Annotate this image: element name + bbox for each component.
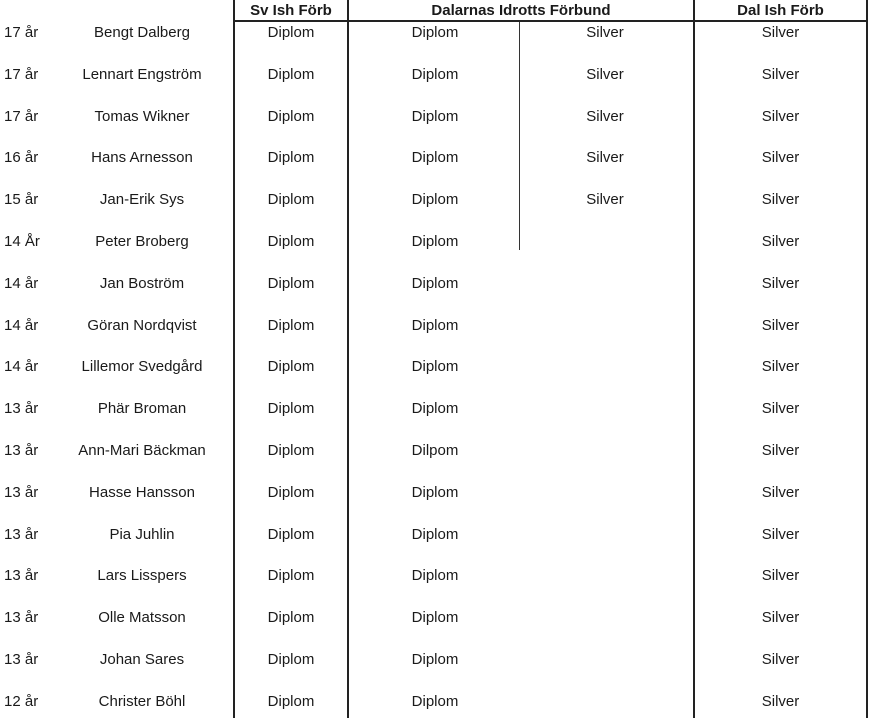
sv-ish-cell: Diplom (267, 24, 315, 41)
dif-diplom-cell: Diplom (411, 108, 459, 125)
age-cell: 16 år (4, 149, 39, 166)
table-row (0, 609, 876, 633)
sv-ish-cell: Diplom (267, 609, 315, 626)
name-cell: Christer Böhl (98, 693, 186, 710)
dal-ish-cell: Silver (761, 108, 800, 125)
table-row (0, 149, 876, 173)
column-divider (519, 20, 520, 250)
sv-ish-cell: Diplom (267, 442, 315, 459)
age-cell: 15 år (4, 191, 39, 208)
dif-diplom-cell: Diplom (411, 317, 459, 334)
name-cell: Jan-Erik Sys (99, 191, 185, 208)
dif-diplom-cell: Diplom (411, 651, 459, 668)
age-cell: 13 år (4, 526, 39, 543)
dal-ish-cell: Silver (761, 442, 800, 459)
dal-ish-cell: Silver (761, 24, 800, 41)
table-row (0, 317, 876, 341)
name-cell: Phär Broman (97, 400, 187, 417)
header-dalarnas-idrotts-forbund: Dalarnas Idrotts Förbund (431, 2, 611, 19)
name-cell: Jan Boström (99, 275, 185, 292)
name-cell: Bengt Dalberg (94, 24, 190, 41)
age-cell: 13 år (4, 400, 39, 417)
name-cell: Hasse Hansson (89, 484, 195, 501)
sv-ish-cell: Diplom (267, 567, 315, 584)
dif-silver-cell: Silver (586, 149, 624, 166)
table-row (0, 400, 876, 424)
table-row (0, 233, 876, 257)
dif-silver-cell: Silver (586, 66, 624, 83)
sv-ish-cell: Diplom (267, 693, 315, 710)
age-cell: 14 år (4, 358, 39, 375)
table-row (0, 275, 876, 299)
dif-silver-cell: Silver (586, 191, 624, 208)
sv-ish-cell: Diplom (267, 149, 315, 166)
sv-ish-cell: Diplom (267, 358, 315, 375)
name-cell: Lars Lisspers (97, 567, 187, 584)
table-row (0, 24, 876, 48)
sv-ish-cell: Diplom (267, 108, 315, 125)
age-cell: 13 år (4, 567, 39, 584)
name-cell: Hans Arnesson (91, 149, 193, 166)
dif-diplom-cell: Diplom (411, 609, 459, 626)
sv-ish-cell: Diplom (267, 275, 315, 292)
dal-ish-cell: Silver (761, 609, 800, 626)
name-cell: Lillemor Svedgård (81, 358, 203, 375)
age-cell: 13 år (4, 651, 39, 668)
name-cell: Ann-Mari Bäckman (78, 442, 206, 459)
name-cell: Lennart Engström (82, 66, 202, 83)
dal-ish-cell: Silver (761, 400, 800, 417)
dif-diplom-cell: Diplom (411, 191, 459, 208)
dif-diplom-cell: Diplom (411, 400, 459, 417)
dal-ish-cell: Silver (761, 233, 800, 250)
table-row (0, 567, 876, 591)
dif-silver-cell: Silver (586, 24, 624, 41)
name-cell: Johan Sares (99, 651, 185, 668)
dal-ish-cell: Silver (761, 275, 800, 292)
table-row (0, 191, 876, 215)
dif-diplom-cell: Diplom (411, 66, 459, 83)
dif-diplom-cell: Diplom (411, 484, 459, 501)
sv-ish-cell: Diplom (267, 484, 315, 501)
header-rule (233, 20, 868, 22)
table-row (0, 358, 876, 382)
sv-ish-cell: Diplom (267, 233, 315, 250)
sv-ish-cell: Diplom (267, 191, 315, 208)
dif-silver-cell: Silver (586, 108, 624, 125)
header-sv-ish-forb: Sv Ish Förb (250, 2, 332, 19)
age-cell: 13 år (4, 442, 39, 459)
dal-ish-cell: Silver (761, 149, 800, 166)
age-cell: 17 år (4, 108, 39, 125)
age-cell: 17 år (4, 66, 39, 83)
table-row (0, 442, 876, 466)
dif-diplom-cell: Diplom (411, 526, 459, 543)
age-cell: 13 år (4, 484, 39, 501)
dif-diplom-cell: Diplom (411, 567, 459, 584)
age-cell: 12 år (4, 693, 39, 710)
dal-ish-cell: Silver (761, 526, 800, 543)
sv-ish-cell: Diplom (267, 526, 315, 543)
age-cell: 14 år (4, 317, 39, 334)
table-row (0, 651, 876, 675)
name-cell: Tomas Wikner (94, 108, 190, 125)
sv-ish-cell: Diplom (267, 651, 315, 668)
dif-diplom-cell: Diplom (411, 693, 459, 710)
age-cell: 13 år (4, 609, 39, 626)
table-row (0, 526, 876, 550)
dal-ish-cell: Silver (761, 317, 800, 334)
table-row (0, 108, 876, 132)
sv-ish-cell: Diplom (267, 66, 315, 83)
dif-diplom-cell: Diplom (411, 275, 459, 292)
dif-diplom-cell: Diplom (411, 358, 459, 375)
sv-ish-cell: Diplom (267, 317, 315, 334)
age-cell: 14 år (4, 275, 39, 292)
dal-ish-cell: Silver (761, 358, 800, 375)
dif-diplom-cell: Dilpom (411, 442, 459, 459)
header-dal-ish-forb: Dal Ish Förb (737, 2, 824, 19)
table-row (0, 66, 876, 90)
name-cell: Peter Broberg (95, 233, 189, 250)
dif-diplom-cell: Diplom (411, 233, 459, 250)
dal-ish-cell: Silver (761, 693, 800, 710)
dal-ish-cell: Silver (761, 66, 800, 83)
dif-diplom-cell: Diplom (411, 24, 459, 41)
age-cell: 17 år (4, 24, 39, 41)
dif-diplom-cell: Diplom (411, 149, 459, 166)
name-cell: Pia Juhlin (109, 526, 175, 543)
name-cell: Olle Matsson (98, 609, 186, 626)
dal-ish-cell: Silver (761, 567, 800, 584)
age-cell: 14 År (4, 233, 40, 250)
name-cell: Göran Nordqvist (87, 317, 197, 334)
table-row (0, 484, 876, 508)
sv-ish-cell: Diplom (267, 400, 315, 417)
dal-ish-cell: Silver (761, 484, 800, 501)
table-row (0, 693, 876, 717)
dal-ish-cell: Silver (761, 191, 800, 208)
dal-ish-cell: Silver (761, 651, 800, 668)
